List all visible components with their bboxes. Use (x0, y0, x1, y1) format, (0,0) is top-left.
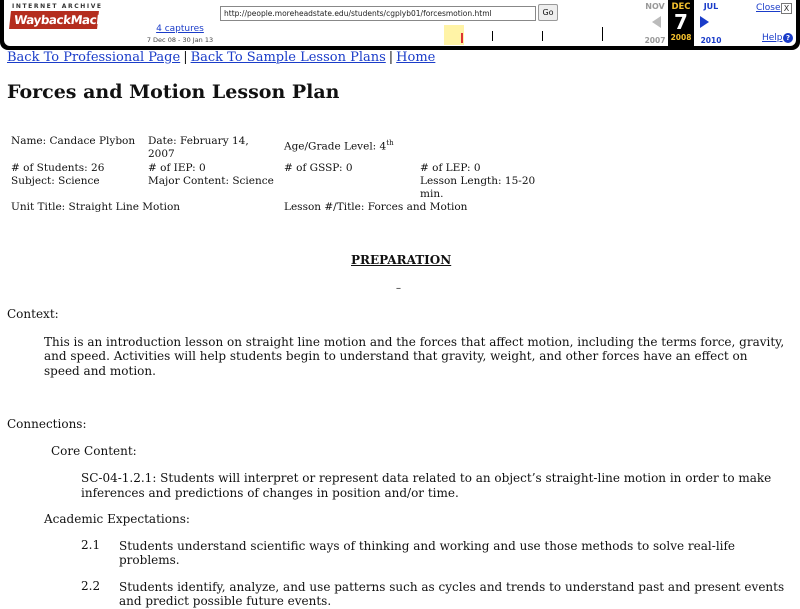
info-lesson-title: Lesson #/Title: Forces and Motion (284, 201, 468, 213)
next-year-link[interactable]: 2010 (700, 36, 722, 45)
info-subject: Subject: Science (11, 175, 100, 187)
captures-info (130, 24, 230, 44)
connections-label: Connections: (7, 417, 87, 431)
url-input[interactable]: http://people.moreheadstate.edu/students/cgplyb01/forcesmotion.html (220, 6, 536, 21)
back-to-lesson-plans-link[interactable]: Back To Sample Lesson Plans (190, 50, 386, 65)
info-age-grade-text: Age/Grade Level: 4 (284, 140, 387, 153)
close-icon[interactable]: X (781, 3, 792, 14)
nav-separator: | (183, 50, 188, 65)
go-button[interactable]: Go (538, 4, 558, 21)
core-content-label: Core Content: (51, 444, 137, 458)
info-lep: # of LEP: 0 (420, 162, 481, 174)
timeline-current-mark (461, 33, 463, 43)
preparation-heading: PREPARATION (351, 253, 452, 267)
home-link[interactable]: Home (396, 50, 436, 65)
info-iep: # of IEP: 0 (148, 162, 206, 174)
nav-separator: | (388, 50, 394, 65)
close-link[interactable]: Close (756, 3, 781, 13)
page-content (0, 50, 800, 608)
nav-links (7, 50, 435, 65)
current-year: 2008 (670, 33, 692, 42)
context-line3: speed and motion. (44, 364, 156, 378)
expectation-line1: Students understand scientific ways of thinking and working and use those methods to solve real-life (119, 539, 736, 553)
expectation-line2: problems. (119, 553, 180, 567)
help-link[interactable]: Help (762, 33, 783, 43)
prev-month-label: NOV (645, 2, 665, 11)
prev-year-label: 2007 (644, 36, 666, 45)
current-month: DEC (671, 2, 691, 12)
logo-internet-archive-text: INTERNET ARCHIVE (12, 3, 103, 10)
back-to-professional-link[interactable]: Back To Professional Page (7, 50, 181, 65)
context-label: Context: (7, 307, 59, 321)
timeline-tick (542, 31, 543, 41)
info-students: # of Students: 26 (11, 162, 105, 174)
expectation-number: 2.2 (81, 579, 101, 593)
expectation-number: 2.1 (81, 538, 101, 552)
page-title: Forces and Motion Lesson Plan (7, 81, 340, 103)
captures-link[interactable]: 4 captures (156, 24, 204, 34)
next-month-link[interactable]: JUL (703, 2, 719, 11)
info-name: Name: Candace Plybon (11, 135, 136, 147)
help-icon[interactable]: ? (783, 33, 793, 43)
wayback-logo[interactable] (10, 3, 125, 43)
logo-wayback-text: WaybackMachine (9, 11, 99, 29)
info-unit-title: Unit Title: Straight Line Motion (11, 201, 181, 213)
timeline-tick (602, 27, 603, 41)
info-gssp: # of GSSP: 0 (284, 162, 353, 174)
info-date-line2: 2007 (148, 148, 175, 160)
info-date-line1: Date: February 14, (148, 135, 249, 147)
info-length-line1: Lesson Length: 15-20 (420, 175, 536, 187)
preparation-dash: – (396, 283, 401, 294)
expectation-line2: and predict possible future events. (119, 594, 332, 608)
core-content-line1: SC-04-1.2.1: Students will interpret or represent data related to an object’s straight-line motion in order to make (81, 471, 772, 485)
capture-timeline[interactable] (220, 25, 640, 45)
timeline-tick (492, 31, 493, 41)
info-length-line2: min. (420, 188, 444, 200)
wayback-toolbar-panel (4, 0, 796, 46)
context-line2: and speed. Activities will help students begin to understand that gravity, weight, and other forces have an effect on (44, 349, 748, 363)
core-content-line2: inferences and predictions of changes in position and/or time. (81, 486, 459, 500)
prev-arrow-icon (652, 16, 661, 28)
expectation-line1: Students identify, analyze, and use patterns such as cycles and trends to understand past and present events (119, 580, 785, 594)
context-line1: This is an introduction lesson on straight line motion and the forces that affect motion, including the terms force, gravity, (44, 335, 785, 349)
current-day: 7 (674, 10, 688, 34)
captures-range: 7 Dec 08 - 30 Jan 13 (146, 36, 214, 44)
info-age-grade (284, 137, 394, 154)
current-capture-date (668, 0, 694, 46)
wayback-toolbar (0, 0, 800, 50)
academic-expectations-label: Academic Expectations: (44, 512, 190, 526)
info-age-grade-sup: th (386, 139, 394, 147)
info-major-content: Major Content: Science (148, 175, 274, 187)
next-arrow-icon[interactable] (700, 16, 709, 28)
